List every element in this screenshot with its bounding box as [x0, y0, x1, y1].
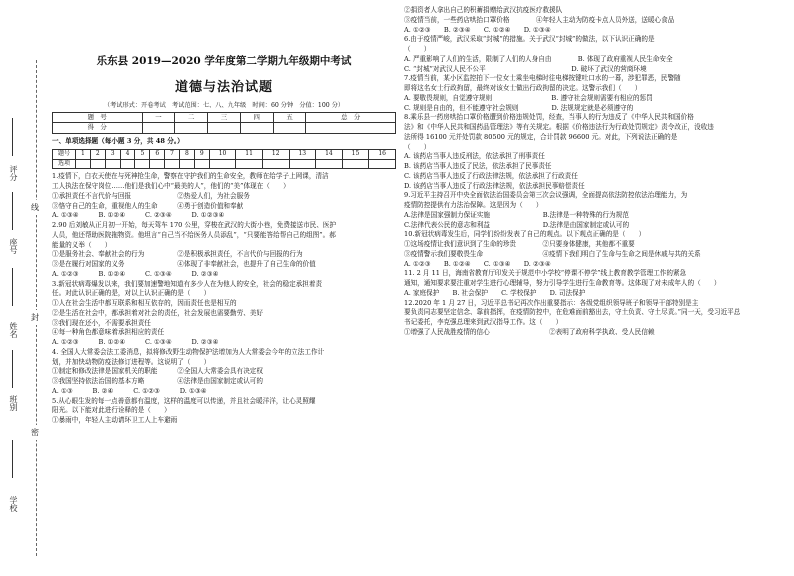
question-line: A. ①②③ B. ①②④ C. ①③④ D. ②③④	[52, 338, 219, 347]
question-line: 工人执法在保守岗位……他们是我们心中“最美的人”，他们的“美”体现在（ ）	[52, 182, 290, 191]
question-line: A. ①③④ B. ①②④ C. ②③④ D. ①②③④	[52, 211, 225, 220]
question-line: 2.90 后刘敏从正月初一开始，每天驾车 170 公里，穿梭在武汉的大街小巷，免费接送市民、医护	[52, 221, 337, 230]
score-cell: 四	[240, 112, 273, 122]
answer-cell: 16	[369, 149, 396, 159]
answer-cell: 10	[209, 149, 236, 159]
answer-cell: 11	[236, 149, 263, 159]
binding-field-line	[12, 440, 13, 478]
score-value-row	[53, 123, 396, 133]
question-line: ①这场疫情让我们意识到了生命的珍贵 ②只要身体健康，其他都不重要	[404, 240, 635, 248]
left-questions	[52, 172, 396, 426]
binding-field-line	[12, 268, 13, 306]
binding-label-school: 学校	[9, 496, 18, 512]
question-line: 4. 全国人大常委会法工委消息，拟将修改野生动物保护法增加为人大常委会今年的立法工作计	[52, 347, 325, 356]
binding-field-line	[12, 118, 13, 156]
binding-field-line	[12, 350, 13, 388]
question-line: 6.由于疫情严峻，武汉采取“封城”的措施。关于武汉“封城”的做法，以下认识正确的是	[404, 35, 655, 44]
binding-field-line	[12, 192, 13, 230]
binding-mark-line: 线	[31, 200, 39, 215]
question-line: 划，并加快动物防疫法修订进程等。这说明了（ ）	[52, 357, 211, 366]
score-cell[interactable]	[273, 123, 306, 133]
question-line: 法所得 16100 元并处罚款 80500 元的规定，合计罚款 96600 元。对此，下列说法正确的是	[404, 132, 678, 141]
score-cell: 五	[273, 112, 306, 122]
answer-cell: 15	[342, 149, 369, 159]
question-line: C. 规则是自由的，但不能遵守社会规则 D. 法规规定就是必须遵守的	[404, 103, 634, 112]
question-line: ①承担责任不言代价与回报 ②热爱人们，为社会服务	[52, 191, 250, 200]
score-cell[interactable]	[208, 123, 241, 133]
answer-cell[interactable]	[342, 159, 369, 169]
question-line: ②捐资者人拿出自己的积蓄捐赠给武汉抗疫医疗救援队	[404, 6, 563, 14]
answer-cell[interactable]	[150, 159, 165, 169]
answer-cell[interactable]	[209, 159, 236, 169]
answer-cell: 8	[180, 149, 195, 159]
answer-cell: 12	[262, 149, 289, 159]
question-line: 要负责同志要坚定信念、靠前指挥，在疫情防控中，在危难面前豁出去，守土负责、守土尽责。”同一天，受习近平总	[404, 308, 741, 317]
question-line: （ ）	[404, 142, 431, 151]
answer-cell: 9	[194, 149, 209, 159]
answer-cell[interactable]	[236, 159, 263, 169]
answer-cell[interactable]	[76, 159, 91, 169]
question-line: D. 该药店当事人违反了行政法律法规，依法承担民事赔偿责任	[404, 181, 585, 190]
binding-label-seat: 座号	[9, 238, 18, 254]
right-column	[404, 6, 786, 338]
question-line: A. 家庭保护 B. 社会保护 C. 学校保护 D. 司法保护	[404, 288, 586, 297]
answer-cell[interactable]	[194, 159, 209, 169]
question-line: 12.2020 年 1 月 27 日，习近平总书记再次作出重要指示：各级党组织领导班子和领导干部特别是主	[404, 298, 699, 307]
question-line: 7.疫情当前，某小区监控拍下一位女士乘坐电梯时往电梯按键吐口水的一幕，涉犯罪恶，民警随	[404, 74, 681, 83]
question-line: 9.习近平主持召开中央全面依法治国委员会第三次会议强调，全面提高依法防控依法治理能力，为	[404, 191, 688, 200]
answer-cell[interactable]	[262, 159, 289, 169]
answer-cell: 13	[289, 149, 316, 159]
binding-label-name: 姓名	[9, 322, 18, 338]
score-cell[interactable]	[142, 123, 175, 133]
question-line: ④每一种角色都意味着承担相应的责任	[52, 328, 165, 337]
question-line: A.法律是国家强制力保证实施 B.法律是一种特殊的行为规范	[404, 210, 629, 219]
score-table	[52, 112, 396, 134]
question-line: ③是在履行对国家的义务 ④体现了非奉献社会，也提升了自己生命的价值	[52, 260, 316, 269]
question-line: 3.新冠状病毒爆发以来，我们要加速警地知道有多少人在为他人的安全，社会的稳定承担着责	[52, 279, 323, 288]
question-line: 8.乘乐县一药房哄抬口罩价格遭到价格违规处罚，经查，当事人的行为违反了《中华人民共和国价格	[404, 113, 694, 122]
answer-cell[interactable]	[105, 159, 120, 169]
answer-cell: 1	[76, 149, 91, 159]
question-line: 即将这名女士行政拘留，最终对该女士做出行政拘留的决定。这警示我们（ ）	[404, 84, 642, 92]
question-line: A. 该药店当事人违反刑法，依法承担了刑事责任	[404, 152, 545, 161]
score-cell: 一	[142, 112, 175, 122]
answer-cell[interactable]	[316, 159, 343, 169]
question-line: A. 严重影响了人们的生活，限制了人们的人身自由 B. 体现了政府重视人民生命安全	[404, 54, 673, 63]
answer-value-row	[53, 159, 396, 169]
answer-cell: 2	[90, 149, 105, 159]
answer-cell[interactable]	[180, 159, 195, 169]
question-line: 书记委托，李克强总理来到武汉指导工作。这（ ）	[404, 318, 563, 326]
answer-cell[interactable]	[289, 159, 316, 169]
binding-mark-secret: 密	[31, 425, 39, 440]
question-line: ①暴雨中，年轻人主动请环卫工人上车避雨	[52, 416, 178, 425]
answer-cell: 题号	[53, 149, 76, 159]
question-line: ③疫情警示我们要敬畏生命 ④疫情下我们明白了生命与生命之间是休戚与共的关系	[404, 249, 701, 258]
answer-cell: 14	[316, 149, 343, 159]
answer-cell[interactable]	[369, 159, 396, 169]
answer-cell[interactable]	[120, 159, 135, 169]
question-line: ①人在社会生活中都互联系和相互依存的，因而责任也是相互的	[52, 299, 237, 308]
score-cell: 三	[208, 112, 241, 122]
question-line: 任。对此认识正确的是，对以上认识正确的是（ ）	[52, 289, 211, 298]
answer-cell: 6	[150, 149, 165, 159]
right-questions	[404, 6, 786, 338]
score-cell[interactable]	[306, 123, 396, 133]
question-line: ①制定和修改法律是国家机关的职能 ②全国人大常委会具有决定权	[52, 367, 263, 376]
answer-cell: 4	[120, 149, 135, 159]
score-cell[interactable]	[240, 123, 273, 133]
exam-subject-title: 道德与法治试题	[174, 79, 273, 95]
question-line: ②是生活在社会中，都承担着对社会的责任，社会发展也需要勤劳、美好	[52, 308, 263, 317]
answer-cell[interactable]	[135, 159, 150, 169]
section-heading: 一、单项选择题（每小题 3 分，共 48 分。）	[52, 136, 184, 145]
question-line: 法》和《中华人民共和国药品管理法》等有关规定。根据《价格违法行为行政处罚规定》责令改正，没收违	[404, 123, 714, 131]
question-line: B. 该药店当事人违反了民法，依法承担了民事责任	[404, 162, 552, 170]
question-line: 人员，他还帮助医院拖物资。他坦言“自己当不给医务人员添乱”，“只要能答给帮自己的组图”。郝	[52, 230, 336, 239]
answer-cell[interactable]	[90, 159, 105, 169]
answer-cell[interactable]	[165, 159, 180, 169]
question-line: A. ①②③ B. ①②④ C. ①③④ D. ②③④	[404, 259, 551, 268]
question-line: ③恪守自己的生命，重视他人的生命 ④勇于创造价值和奉献	[52, 201, 244, 210]
question-line: A. 要敬畏规则，自觉遵守规则 B. 遵守社会规则需要有相应的惩罚	[404, 93, 653, 102]
binding-label-score: 评分	[9, 165, 18, 181]
question-line: C. 该药店当事人违反了行政法律法规，依法承担了行政责任	[404, 171, 578, 180]
question-line: 10.新冠状病毒发生后，同学们纷纷发表了自己的观点。以下观点正确的是（ ）	[404, 230, 646, 239]
binding-mark-seal: 封	[31, 310, 39, 325]
binding-label-class: 班别	[9, 395, 18, 411]
score-cell: 总 分	[306, 112, 396, 122]
question-line: ③疫情当前，一些药店哄抬口罩价格 ④年轻人主动为防疫卡点人员外送，送暖心食品	[404, 15, 675, 24]
answer-header-row	[53, 149, 396, 159]
question-line: ③我们现在还小，不需要承担责任	[52, 318, 151, 327]
question-line: 阳光。以下能对此进行诠释的是（ ）	[52, 406, 171, 415]
question-line: ①是服务社会、奉献社会的行为 ②是积极承担责任，不言代价与回报的行为	[52, 250, 303, 259]
score-cell: 题 号	[53, 112, 143, 122]
question-line: 1.疫情下，白衣天使在与死神抢生命，警察在守护我们的生命安全，教师在给学子上网课，清洁	[52, 172, 329, 181]
question-line: 11. 2 月 11 日，海南省教育厅印发关于规范中小学校“停课不停学”线上教育教学管理工作的紧急	[404, 269, 687, 278]
question-line: A. ①②③ B. ①②④ C. ①③④ D. ②③④	[52, 269, 219, 278]
question-line: A. ①②③ B. ②③④ C. ①②④ D. ①③④	[404, 25, 551, 34]
answer-table	[52, 149, 396, 170]
binding-dash-line	[36, 60, 37, 556]
answer-cell: 选项	[53, 159, 76, 169]
question-line: 能量的义举（ ）	[52, 240, 112, 249]
binding-margin	[0, 0, 48, 576]
question-line: 疫情防控提供有力法治保障。这是因为（ ）	[404, 201, 543, 209]
question-line: （ ）	[404, 45, 431, 53]
score-cell: 得 分	[53, 123, 143, 133]
exam-info: （考试形式：开卷考试 考试范围：七、八、九年级 时间：60 分钟 分值：100 分）	[103, 101, 345, 109]
question-line: 5.从心眼生发的每一点善意都有温度，这样的温度可以传递，并且社会暖洋洋，让心灵照耀	[52, 396, 316, 405]
left-column	[52, 6, 396, 426]
question-line: A. ①③ B. ②④ C. ①②③ D. ①③④	[52, 386, 207, 395]
question-line: ①增强了人民战胜疫情的信心 ②表明了政府科学执政、受人民信赖	[404, 327, 655, 336]
answer-cell: 3	[105, 149, 120, 159]
question-line: ③我国坚持依法治国的基本方略 ④法律是由国家制定或认可的	[52, 377, 263, 386]
score-cell: 二	[175, 112, 208, 122]
question-line: C.法律代表公民的意志和利益 D.法律是由国家制定或认可的	[404, 220, 630, 229]
score-header-row	[53, 112, 396, 122]
score-cell[interactable]	[175, 123, 208, 133]
answer-cell: 7	[165, 149, 180, 159]
exam-title: 乐东县 2019—2020 学年度第二学期九年级期中考试	[96, 55, 352, 67]
question-line: 通知，通知要求要注重对学生进行心理辅导，努力引导学生进行生命教育等。这体现了对未成年人的（ ）	[404, 279, 721, 287]
answer-cell: 5	[135, 149, 150, 159]
question-line: C. “封城”对武汉人民不公平 D. 破坏了武汉的营商环境	[404, 64, 647, 73]
